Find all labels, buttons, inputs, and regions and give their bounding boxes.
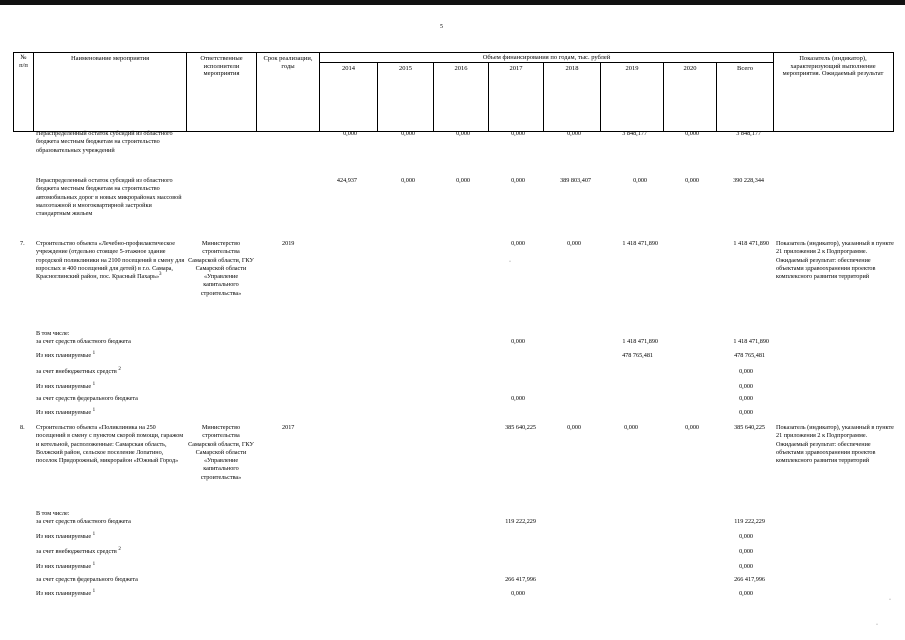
cell-value: 119 222,229 <box>505 518 536 525</box>
cell-value: 0,000 <box>401 177 415 184</box>
subrow-label: В том числе: <box>36 510 70 517</box>
cell-value: 266 417,996 <box>505 576 536 583</box>
cell-value: 385 640,225 <box>505 424 536 431</box>
row-term: 2019 <box>282 240 295 247</box>
scan-dot: · <box>509 259 511 265</box>
header-year: 2020 <box>683 65 697 72</box>
subrow-label: за счет средств федерального бюджета <box>36 576 138 583</box>
cell-value: 390 228,344 <box>733 177 764 184</box>
subrow-label: за счет средств областного бюджета <box>36 338 131 345</box>
header-indicator: Показатель (индикатор), характеризующий выполнение мероприятия. Ожидаемый результат <box>782 55 884 77</box>
cell-value: 0,000 <box>456 130 470 137</box>
cell-value: 0,000 <box>739 409 753 416</box>
subrow-label: за счет средств областного бюджета <box>36 518 131 525</box>
subrow-label: за счет внебюджетных средств $^2$ <box>36 546 121 555</box>
cell-value: 0,000 <box>739 383 753 390</box>
cell-value: 478 765,481 <box>622 352 653 359</box>
row-executors: Министерство строительства Самарской области, ГКУ Самарской области «Управление капитального строительства» <box>188 424 254 481</box>
cell-value: 1 418 471,890 <box>622 338 658 345</box>
subrow-label: Из них планируемые $^1$ <box>36 407 96 416</box>
cell-value: 3 848,177 <box>736 130 761 137</box>
scan-dot: · <box>889 597 891 603</box>
cell-value: 0,000 <box>685 177 699 184</box>
cell-value: 424,937 <box>336 177 357 184</box>
subrow-label: за счет внебюджетных средств $^2$ <box>36 366 121 375</box>
subrow-label: Из них планируемые $^1$ <box>36 588 96 597</box>
cell-value: 119 222,229 <box>734 518 765 525</box>
cell-value: 0,000 <box>685 424 699 431</box>
cell-value: 1 418 471,890 <box>622 240 658 247</box>
row-executors: Министерство строительства Самарской области, ГКУ Самарской области «Управление капитального строительства» <box>188 240 254 297</box>
cell-value: 0,000 <box>456 177 470 184</box>
scan-top-border <box>0 0 905 5</box>
cell-value: 0,000 <box>739 533 753 540</box>
cell-value: 478 765,481 <box>734 352 765 359</box>
row-number: 8. <box>20 424 25 431</box>
row-indicator: Показатель (индикатор), указанный в пункте 21 приложения 2 к Подпрограмме. Ожидаемый результат: обеспечение объектами здравоохранения проектов комплексного развития территорий <box>776 240 894 281</box>
page-number: 5 <box>440 24 443 30</box>
header-year: 2017 <box>509 65 523 72</box>
row-term: 2017 <box>282 424 295 431</box>
cell-value: 0,000 <box>511 130 525 137</box>
cell-value: 0,000 <box>739 590 753 597</box>
cell-value: 0,000 <box>511 395 525 402</box>
subrow-label: Из них планируемые $^1$ <box>36 561 96 570</box>
cell-value: 0,000 <box>739 395 753 402</box>
row-name: Нераспределенный остаток субсидий из областного бюджета местным бюджетам на строительство образовательных учреждений <box>36 130 173 154</box>
cell-value: 266 417,996 <box>734 576 765 583</box>
cell-value: 0,000 <box>739 368 753 375</box>
cell-value: 0,000 <box>343 130 357 137</box>
row-name: Нераспределенный остаток субсидий из областного бюджета местным бюджетам на строительство автомобильных дорог в новых микрорайонах массовой малоэтажной и многоквартирной застройки стандартным жильем <box>36 177 182 218</box>
subrow-label: Из них планируемые $^1$ <box>36 531 96 540</box>
scan-dot: · <box>876 622 878 628</box>
header-year: 2015 <box>399 65 412 72</box>
row-name: Строительство объекта «Поликлиника на 250 посещений в смену с пунктом скорой помощи, гаражом и котельной, расположенные: Самарская область, Волжский район, сельское поселение Лопатино, поселок Придорожный, микрорайон «Южный Город» <box>36 424 184 465</box>
cell-value: 385 640,225 <box>734 424 765 431</box>
cell-value: 0,000 <box>511 240 525 247</box>
header-year: 2014 <box>342 65 355 72</box>
cell-value: 0,000 <box>401 130 415 137</box>
header-no: № п/п <box>19 54 28 69</box>
header-finance: Объем финансирования по годам, тыс. рублей <box>482 54 611 61</box>
subrow-label: Из них планируемые $^1$ <box>36 381 96 390</box>
header-executors: Ответственные исполнители мероприятия <box>200 55 243 77</box>
cell-value: 1 418 471,890 <box>733 240 769 247</box>
cell-value: 0,000 <box>511 338 525 345</box>
cell-value: 0,000 <box>567 424 581 431</box>
cell-value: 3 848,177 <box>622 130 647 137</box>
cell-value: 1 418 471,890 <box>733 338 769 345</box>
header-term: Срок реализации, годы <box>263 55 313 70</box>
header-year: 2019 <box>625 65 639 72</box>
cell-value: 389 803,407 <box>560 177 591 184</box>
subrow-label: В том числе: <box>36 330 70 337</box>
subrow-label: за счет средств федерального бюджета <box>36 395 138 402</box>
cell-value: 0,000 <box>739 563 753 570</box>
header-year: 2018 <box>565 65 579 72</box>
cell-value: 0,000 <box>511 590 525 597</box>
header-name: Наименование мероприятия <box>70 55 150 62</box>
header-year-total: Всего <box>737 65 753 72</box>
cell-value: 0,000 <box>511 177 525 184</box>
row-name: Строительство объекта «Лечебно-профилактическое учреждение (отдельно стоящее 5-этажное здание городской поликлиники на 2100 посещений в смену для взрослых и 400 посещений для детей) в г.о. Самара, Красноглинский район, пос. Красный Пахарь»$^3$ <box>36 240 185 281</box>
subrow-label: Из них планируемые $^1$ <box>36 350 96 359</box>
row-number: 7. <box>20 240 25 247</box>
cell-value: 0,000 <box>624 424 638 431</box>
cell-value: 0,000 <box>567 240 581 247</box>
cell-value: 0,000 <box>685 130 699 137</box>
cell-value: 0,000 <box>567 130 581 137</box>
header-year: 2016 <box>454 65 468 72</box>
cell-value: 0,000 <box>633 177 647 184</box>
row-indicator: Показатель (индикатор), указанный в пункте 21 приложения 2 к Подпрограмме. Ожидаемый результат: обеспечение объектами здравоохранения проектов комплексного развития территорий <box>776 424 894 465</box>
cell-value: 0,000 <box>739 548 753 555</box>
